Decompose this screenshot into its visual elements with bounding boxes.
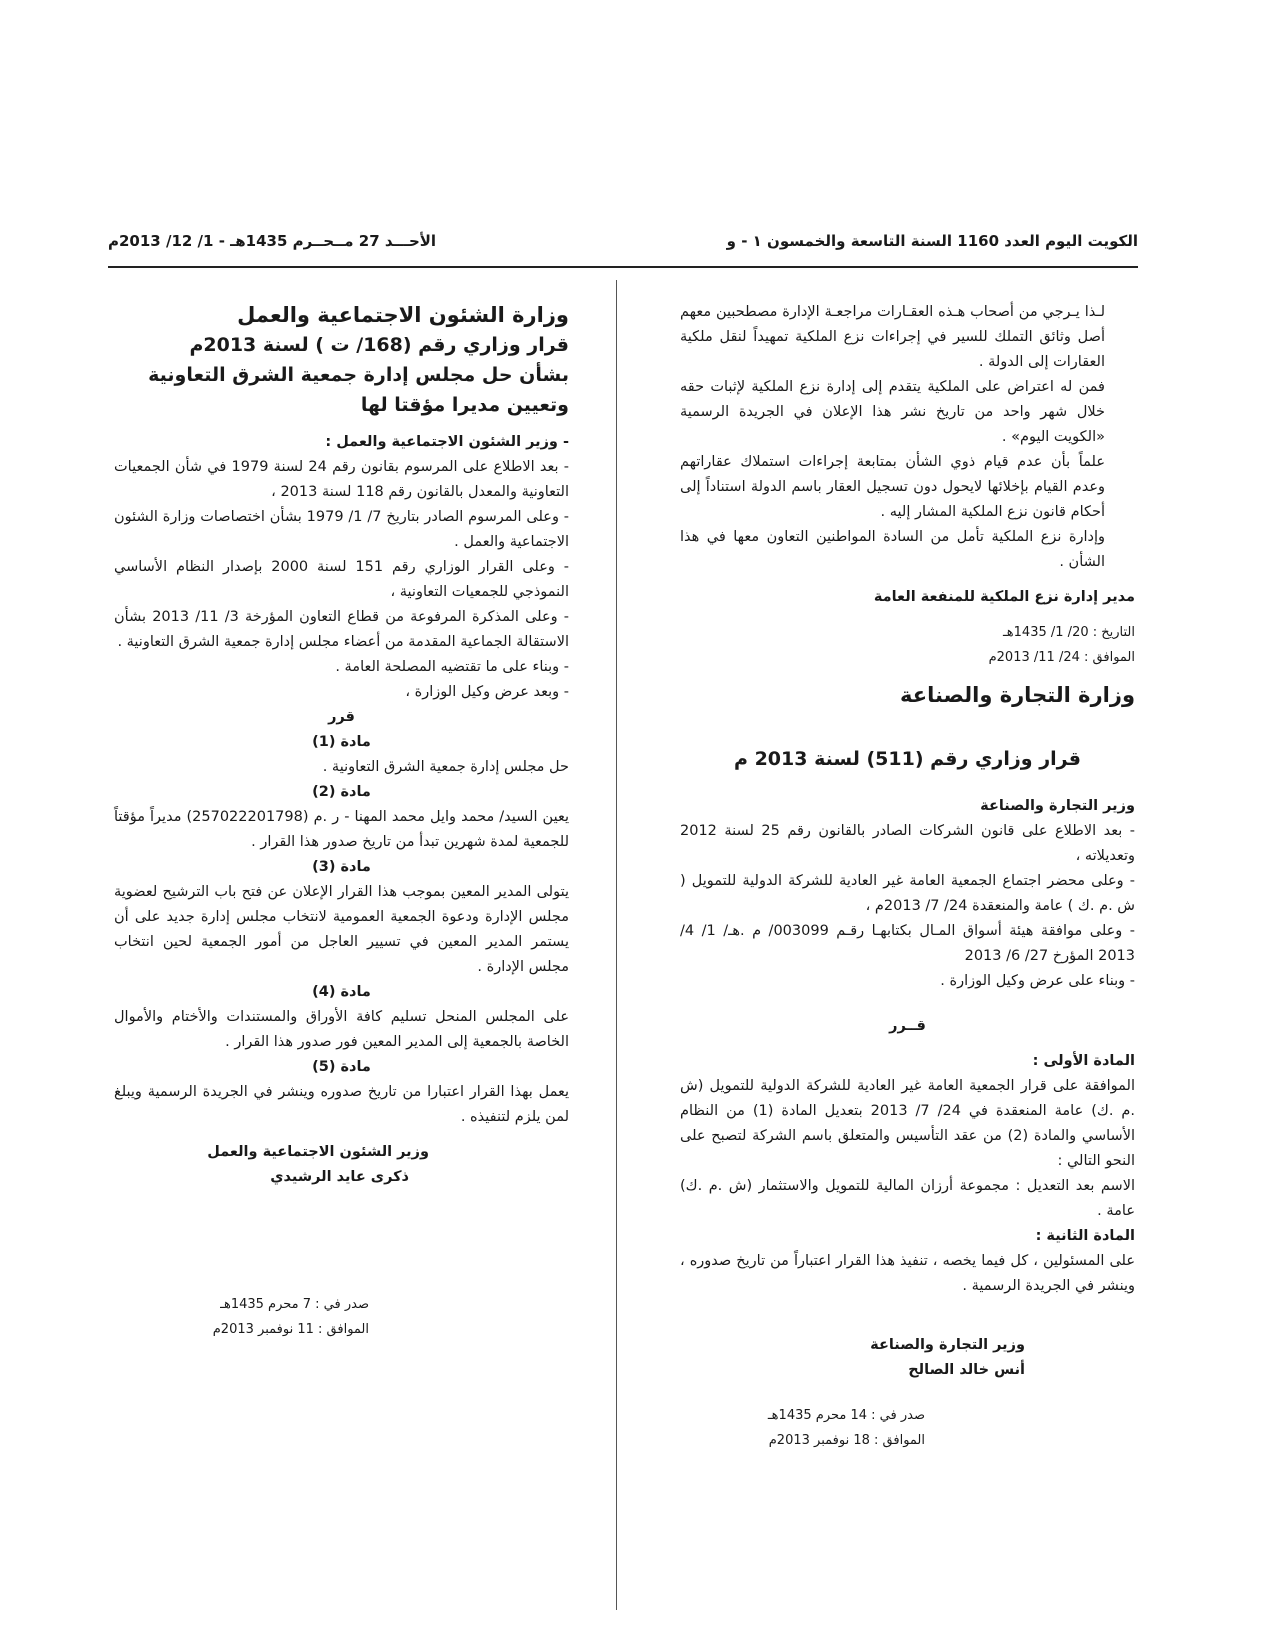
announcement-signer: مدير إدارة نزع الملكية للمنفعة العامة bbox=[873, 589, 1135, 605]
recital: - وعلى موافقة هيئة أسواق المـال بكتابهـا رقـم 003099/ م .هـ/ 1/ 4/ 2013 المؤرخ 27/ 6/ 2013 bbox=[680, 923, 1135, 964]
recital: - وبعد عرض وكيل الوزارة ، bbox=[405, 684, 569, 700]
minister-line: - وزير الشئون الاجتماعية والعمل : bbox=[325, 434, 569, 450]
article-text: يتولى المدير المعين بموجب هذا القرار الإعلان عن فتح باب الترشيح لعضوية مجلس الإدارة ودعوة الجمعية العمومية لانتخاب مجلس إدارة جديد على أن يستمر المدير المعين في تسيير العاجل من أمور الجمعية لحين انتخاب مجلس الإدارة . bbox=[114, 884, 569, 975]
page-header bbox=[108, 232, 1138, 258]
left-column bbox=[114, 300, 569, 1342]
recital: - بعد الاطلاع على قانون الشركات الصادر بالقانون رقم 25 لسنة 2012 وتعديلاته ، bbox=[680, 823, 1135, 864]
recital: - وبناء على عرض وكيل الوزارة . bbox=[940, 973, 1135, 989]
article-title: مادة (5) bbox=[312, 1059, 371, 1075]
recital: - بعد الاطلاع على المرسوم بقانون رقم 24 لسنة 1979 في شأن الجمعيات التعاونية والمعدل بالقانون رقم 118 لسنة 2013 ، bbox=[114, 459, 569, 500]
announcement-paragraph: وإدارة نزع الملكية تأمل من السادة المواطنين التعاون معها في هذا الشأن . bbox=[680, 529, 1105, 570]
article-text: يعين السيد/ محمد وايل محمد المهنا - ر .م (257022201798) مديراً مؤقتاً للجمعية لمدة شهرين تبدأ من تاريخ صدور هذا القرار . bbox=[114, 809, 569, 850]
signature-title: وزير الشئون الاجتماعية والعمل bbox=[207, 1144, 429, 1160]
recital: - وبناء على ما تقتضيه المصلحة العامة . bbox=[335, 659, 569, 675]
article-text: يعمل بهذا القرار اعتبارا من تاريخ صدوره وينشر في الجريدة الرسمية ويبلغ لمن يلزم لتنفيذه . bbox=[114, 1084, 569, 1125]
signature-title: وزير التجارة والصناعة bbox=[870, 1337, 1025, 1353]
article-text: الموافقة على قرار الجمعية العامة غير العادية للشركة الدولية للتمويل (ش .م .ك) عامة المنعقدة في 24/ 7/ 2013 بتعديل المادة (1) من النظام الأساسي والمادة (2) من عقد التأسيس والمتعلق باسم الشركة لتصبح على النحو التالي : bbox=[680, 1078, 1135, 1169]
header-issue-info: الكويت اليوم العدد 1160 السنة التاسعة والخمسون ١ - و bbox=[726, 232, 1138, 250]
minister-line: وزير التجارة والصناعة bbox=[980, 798, 1135, 814]
article-title: مادة (3) bbox=[312, 859, 371, 875]
article-title: المادة الثانية : bbox=[1035, 1228, 1135, 1244]
article-title: المادة الأولى : bbox=[1032, 1053, 1135, 1069]
article-text: حل مجلس إدارة جمعية الشرق التعاونية . bbox=[322, 759, 569, 775]
article-title: مادة (2) bbox=[312, 784, 371, 800]
decree-subject: وتعيين مديرا مؤقتا لها bbox=[360, 394, 569, 416]
decided-heading: قرر bbox=[328, 709, 355, 725]
decided-heading: قــرر bbox=[889, 1018, 926, 1034]
announcement-paragraph: فمن له اعتراض على الملكية يتقدم إلى إدارة نزع الملكية لإثبات حقه خلال شهر واحد من تاريخ نشر هذا الإعلان في الجريدة الرسمية «الكويت اليوم» . bbox=[680, 379, 1105, 445]
announcement-date-hijri: التاريخ : 20/ 1/ 1435هـ bbox=[1002, 625, 1135, 640]
recital: - وعلى المذكرة المرفوعة من قطاع التعاون المؤرخة 3/ 11/ 2013 بشأن الاستقالة الجماعية المقدمة من أعضاء مجلس إدارة جمعية الشرق التعاونية . bbox=[114, 609, 569, 650]
article-text: على المجلس المنحل تسليم كافة الأوراق والمستندات والأختام والأموال الخاصة بالجمعية إلى المدير المعين فور صدور هذا القرار . bbox=[114, 1009, 569, 1050]
ministry-heading: وزارة التجارة والصناعة bbox=[900, 683, 1135, 707]
recital: - وعلى محضر اجتماع الجمعية العامة غير العادية للشركة الدولية للتمويل ( ش .م .ك ) عامة والمنعقدة 24/ 7/ 2013م ، bbox=[680, 873, 1135, 914]
announcement-paragraph: علماً بأن عدم قيام ذوي الشأن بمتابعة إجراءات استملاك عقاراتهم وعدم القيام بإخلائها لايحول دون تسجيل العقار باسم الدولة استناداً إلى أحكام قانون نزع الملكية المشار إليه . bbox=[680, 454, 1105, 520]
header-date: الأحـــد 27 مــحــرم 1435هـ - 1/ 12/ 2013م bbox=[108, 232, 437, 250]
article-text: على المسئولين ، كل فيما يخصه ، تنفيذ هذا القرار اعتباراً من تاريخ صدوره ، وينشر في الجريدة الرسمية . bbox=[680, 1253, 1135, 1294]
issued-date-hijri: صدر في : 14 محرم 1435هـ bbox=[767, 1408, 925, 1423]
decree-title: قرار وزاري رقم (168/ ت ) لسنة 2013م bbox=[189, 334, 569, 356]
signature-name: ذكرى عايد الرشيدي bbox=[270, 1169, 409, 1185]
decree-title: قرار وزاري رقم (511) لسنة 2013 م bbox=[734, 748, 1081, 770]
announcement-paragraph: لـذا يـرجي من أصحاب هـذه العقـارات مراجعـة الإدارة مصطحبين معهم أصل وثائق التملك للسير في إجراءات نزع الملكية تمهيداً لنقل ملكية العقارات إلى الدولة . bbox=[680, 304, 1105, 370]
header-divider bbox=[108, 266, 1138, 268]
recital: - وعلى المرسوم الصادر بتاريخ 7/ 1/ 1979 بشأن اختصاصات وزارة الشئون الاجتماعية والعمل . bbox=[114, 509, 570, 550]
issued-date-hijri: صدر في : 7 محرم 1435هـ bbox=[220, 1297, 369, 1312]
column-divider bbox=[616, 280, 617, 1610]
decree-subject: بشأن حل مجلس إدارة جمعية الشرق التعاونية bbox=[148, 364, 569, 386]
article-title: مادة (1) bbox=[312, 734, 371, 750]
right-column bbox=[680, 300, 1135, 1453]
article-text: الاسم بعد التعديل : مجموعة أرزان المالية للتمويل والاستثمار (ش .م .ك) عامة . bbox=[680, 1178, 1135, 1219]
signature-name: أنس خالد الصالح bbox=[908, 1362, 1025, 1378]
issued-date-gregorian: الموافق : 18 نوفمبر 2013م bbox=[768, 1433, 925, 1448]
ministry-heading: وزارة الشئون الاجتماعية والعمل bbox=[237, 303, 569, 327]
issued-date-gregorian: الموافق : 11 نوفمبر 2013م bbox=[212, 1322, 369, 1337]
recital: - وعلى القرار الوزاري رقم 151 لسنة 2000 بإصدار النظام الأساسي النموذجي للجمعيات التعاونية ، bbox=[114, 559, 569, 600]
announcement-date-gregorian: الموافق : 24/ 11/ 2013م bbox=[988, 650, 1135, 665]
article-title: مادة (4) bbox=[312, 984, 371, 1000]
